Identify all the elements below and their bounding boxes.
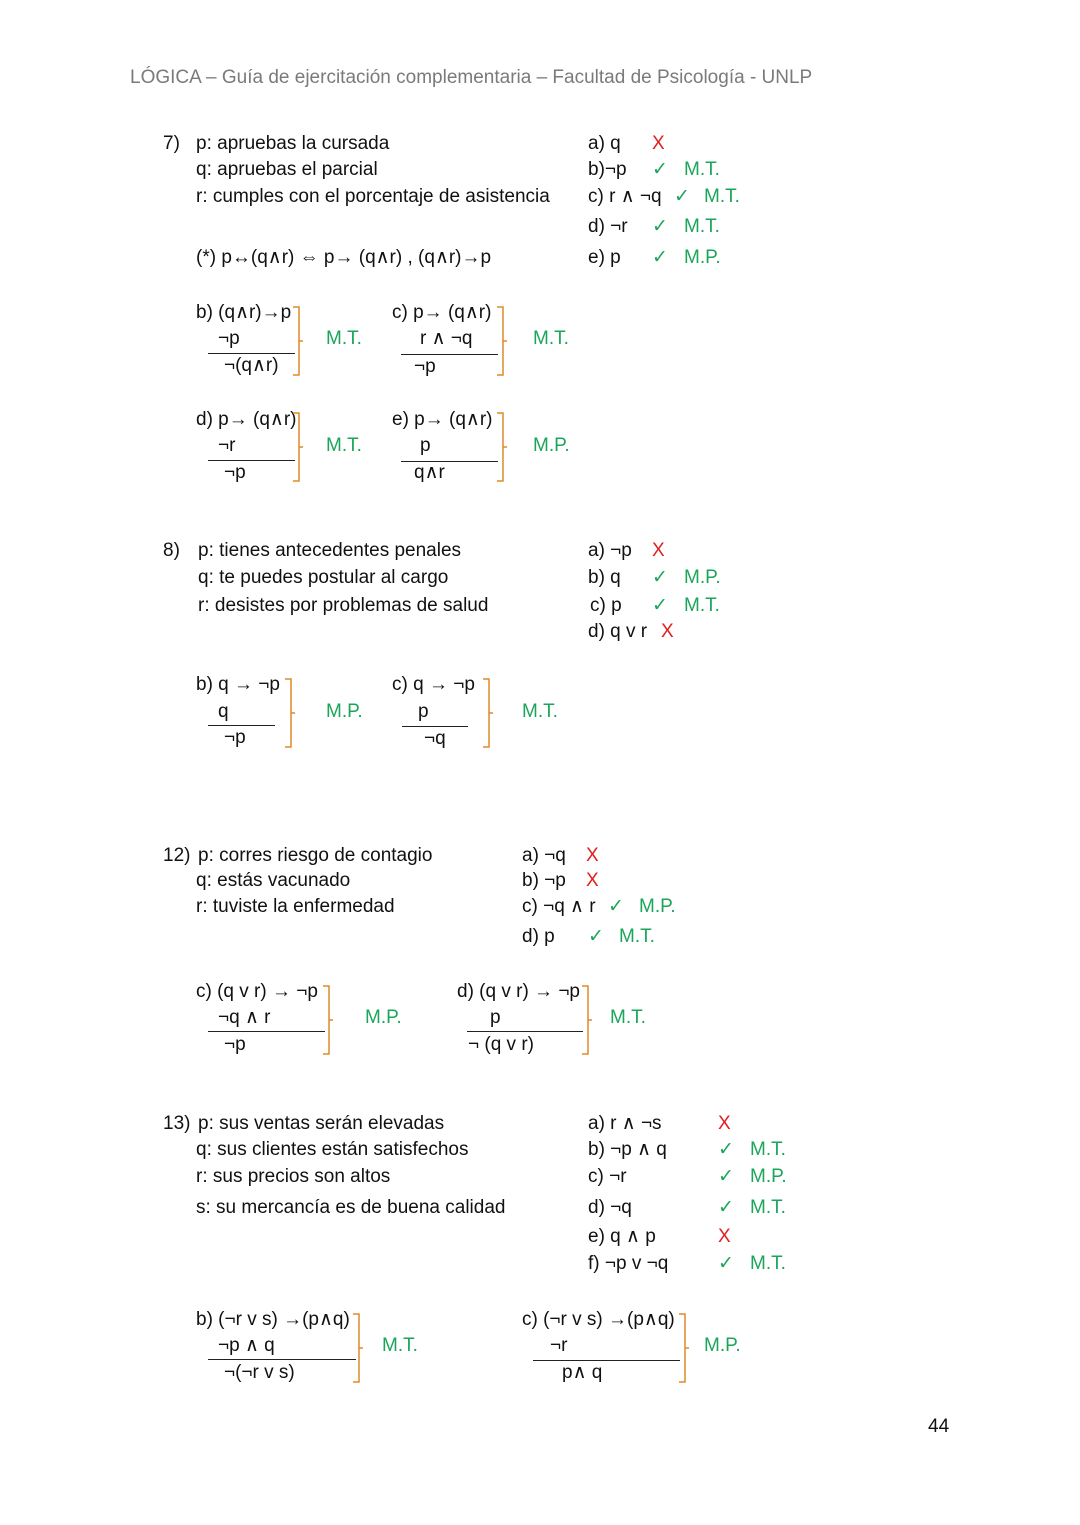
rule-label: M.T. [533, 328, 569, 349]
page-number: 44 [928, 1416, 950, 1437]
rule-label: M.T. [704, 186, 740, 207]
rule-label: M.P. [750, 1166, 787, 1187]
check-mark: ✓ [674, 186, 690, 207]
conclusion: ¬q [424, 728, 446, 749]
check-mark: ✓ [718, 1197, 734, 1218]
bracket-icon [292, 412, 304, 482]
page-header: LÓGICA – Guía de ejercitación complementaria – Facultad de Psicología - UNLP [130, 67, 813, 88]
proposition: r: tuviste la enfermedad [196, 896, 395, 917]
rule-label: M.T. [610, 1007, 646, 1028]
answer-label: d) ¬q [588, 1197, 632, 1218]
premise: c) p→ (q∧r) [392, 302, 492, 323]
proposition: p: tienes antecedentes penales [198, 540, 462, 561]
premise: p [490, 1007, 501, 1028]
rule-label: M.P. [639, 896, 676, 917]
bracket-icon [496, 412, 508, 482]
proposition: q: apruebas el parcial [196, 159, 378, 180]
proposition: p: sus ventas serán elevadas [198, 1113, 445, 1134]
inference-line [401, 354, 498, 355]
wrong-mark: X [652, 133, 665, 154]
answer-label: a) r ∧ ¬s [588, 1113, 662, 1134]
rule-label: M.T. [326, 328, 362, 349]
answer-label: c) ¬r [588, 1166, 627, 1187]
inference-line [208, 725, 275, 726]
proposition: s: su mercancía es de buena calidad [196, 1197, 506, 1218]
bracket-icon [352, 1313, 364, 1383]
rule-label: M.T. [750, 1197, 786, 1218]
rule-label: M.P. [365, 1007, 402, 1028]
answer-label: b) ¬p ∧ q [588, 1139, 667, 1160]
conclusion: ¬ (q v r) [468, 1034, 534, 1055]
rule-label: M.P. [533, 435, 570, 456]
check-mark: ✓ [652, 595, 668, 616]
wrong-mark: X [718, 1113, 731, 1134]
rule-label: M.T. [326, 435, 362, 456]
conclusion: ¬(q∧r) [224, 355, 279, 376]
check-mark: ✓ [652, 567, 668, 588]
answer-label: b) ¬p [522, 870, 566, 891]
exercise-number: 8) [163, 540, 180, 561]
bracket-icon [284, 678, 296, 748]
inference-line [533, 1360, 680, 1361]
premise: e) p→ (q∧r) [392, 409, 493, 430]
premise: b) (¬r v s) →(p∧q) [196, 1309, 350, 1330]
bracket-icon [678, 1313, 690, 1383]
proposition: q: sus clientes están satisfechos [196, 1139, 469, 1160]
answer-label: f) ¬p v ¬q [588, 1253, 669, 1274]
inference-line [402, 726, 468, 727]
answer-label: c) r ∧ ¬q [588, 186, 662, 207]
rule-label: M.T. [522, 701, 558, 722]
rule-label: M.T. [750, 1253, 786, 1274]
inference-line [208, 460, 295, 461]
wrong-mark: X [661, 621, 674, 642]
answer-label: a) ¬p [588, 540, 632, 561]
proposition: r: cumples con el porcentaje de asistencia [196, 186, 550, 207]
check-mark: ✓ [652, 247, 668, 268]
premise: ¬r [550, 1335, 568, 1356]
proposition: r: sus precios son altos [196, 1166, 391, 1187]
check-mark: ✓ [608, 896, 624, 917]
check-mark: ✓ [588, 926, 604, 947]
check-mark: ✓ [652, 159, 668, 180]
rule-label: M.P. [684, 247, 721, 268]
check-mark: ✓ [718, 1253, 734, 1274]
answer-label: b) q [588, 567, 621, 588]
conclusion: ¬(¬r v s) [224, 1362, 295, 1383]
premise: d) p→ (q∧r) [196, 409, 297, 430]
rule-label: M.P. [704, 1335, 741, 1356]
wrong-mark: X [586, 870, 599, 891]
premise: c) (q v r) → ¬p [196, 981, 318, 1002]
proposition: p: apruebas la cursada [196, 133, 390, 154]
proposition: r: desistes por problemas de salud [198, 595, 489, 616]
answer-label: c) p [590, 595, 622, 616]
check-mark: ✓ [718, 1139, 734, 1160]
answer-label: a) q [588, 133, 621, 154]
conclusion: ¬p [224, 727, 246, 748]
conclusion: ¬p [414, 356, 436, 377]
conclusion: ¬p [224, 462, 246, 483]
exercise-number: 12) [163, 845, 191, 866]
rule-label: M.T. [684, 216, 720, 237]
answer-label: d) ¬r [588, 216, 628, 237]
premise: p [418, 701, 429, 722]
inference-line [208, 353, 295, 354]
premise: b) q → ¬p [196, 674, 280, 695]
bracket-icon [322, 985, 334, 1055]
premise: ¬q ∧ r [218, 1007, 271, 1028]
exercise-number: 7) [163, 133, 180, 154]
check-mark: ✓ [652, 216, 668, 237]
answer-label: c) ¬q ∧ r [522, 896, 596, 917]
answer-label: a) ¬q [522, 845, 566, 866]
rule-label: M.P. [684, 567, 721, 588]
inference-line [208, 1031, 325, 1032]
equivalence-note: (*) p↔(q∧r) ⇔ p→ (q∧r) , (q∧r)→p [196, 247, 492, 268]
inference-line [467, 1031, 583, 1032]
premise: b) (q∧r)→p [196, 302, 292, 323]
conclusion: p∧ q [562, 1362, 603, 1383]
proposition: q: te puedes postular al cargo [198, 567, 449, 588]
wrong-mark: X [718, 1226, 731, 1247]
inference-line [208, 1359, 356, 1360]
answer-label: d) p [522, 926, 555, 947]
conclusion: ¬p [224, 1034, 246, 1055]
bracket-icon [292, 306, 304, 376]
proposition: p: corres riesgo de contagio [198, 845, 433, 866]
rule-label: M.T. [619, 926, 655, 947]
premise: p [420, 435, 431, 456]
premise: c) (¬r v s) →(p∧q) [522, 1309, 675, 1330]
bracket-icon [581, 985, 593, 1055]
rule-label: M.T. [750, 1139, 786, 1160]
proposition: q: estás vacunado [196, 870, 351, 891]
premise: ¬r [218, 435, 236, 456]
premise: ¬p ∧ q [218, 1335, 275, 1356]
rule-label: M.T. [684, 159, 720, 180]
premise: r ∧ ¬q [420, 328, 473, 349]
conclusion: q∧r [414, 462, 445, 483]
premise: d) (q v r) → ¬p [457, 981, 580, 1002]
wrong-mark: X [652, 540, 665, 561]
exercise-number: 13) [163, 1113, 191, 1134]
rule-label: M.T. [382, 1335, 418, 1356]
premise: c) q → ¬p [392, 674, 475, 695]
premise: q [218, 701, 229, 722]
check-mark: ✓ [718, 1166, 734, 1187]
rule-label: M.P. [326, 701, 363, 722]
premise: ¬p [218, 328, 240, 349]
answer-label: b)¬p [588, 159, 627, 180]
bracket-icon [482, 678, 494, 748]
answer-label: e) p [588, 247, 621, 268]
answer-label: d) q v r [588, 621, 648, 642]
answer-label: e) q ∧ p [588, 1226, 656, 1247]
rule-label: M.T. [684, 595, 720, 616]
wrong-mark: X [586, 845, 599, 866]
bracket-icon [496, 306, 508, 376]
